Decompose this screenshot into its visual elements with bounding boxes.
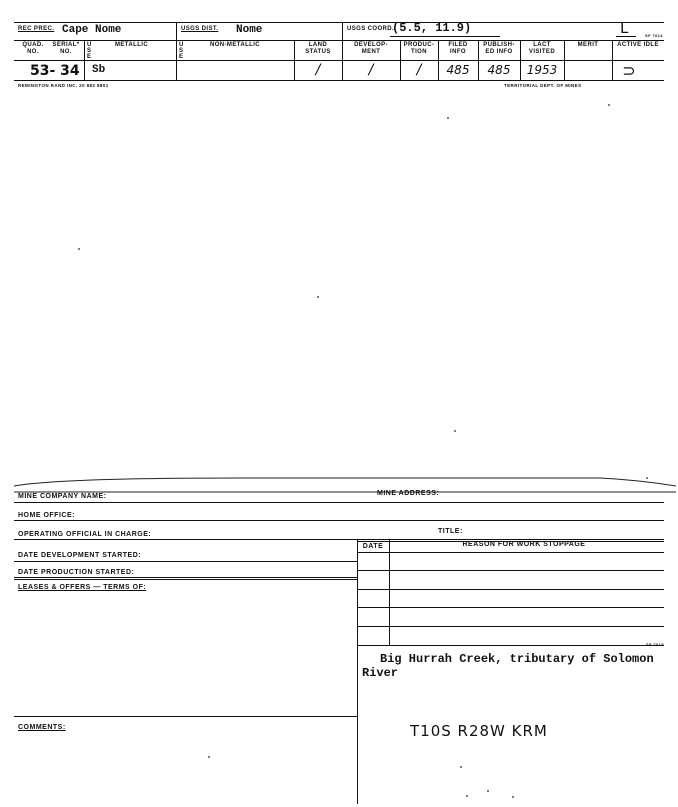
township-range-note: T10S R28W KRM [410,722,548,740]
location-line-2: River [362,666,399,680]
usgs-dist-label: USGS DIST. [181,26,219,32]
serial-no-header: SERIAL* NO. [52,42,80,55]
scan-speck [466,795,468,797]
rec-prec-value: Cape Nome [62,24,122,36]
title-label: TITLE: [438,528,463,535]
department-imprint: TERRITORIAL DEPT. OF MINES [504,83,582,88]
use-letters-metallic: U S E [87,42,92,60]
scan-speck [608,104,610,106]
scan-speck [460,766,462,768]
printer-imprint: REMINGTON RAND INC. 20 882 8801 [18,83,109,88]
operating-official-label: OPERATING OFFICIAL IN CHARGE: [18,531,152,538]
published-info-value: 485 [487,63,511,77]
metallic-value: Sb [92,64,106,76]
usgs-coord-value: (5.5, 11.9) [392,21,472,35]
scan-speck [78,248,80,250]
form-number-top: SF 7014 [645,33,663,38]
active-idle-header: ACTIVE IDLE [617,42,659,48]
production-header: PRODUC-TION [403,42,435,55]
land-status-value: / [315,62,321,78]
filed-info-header: FILED INFO [448,42,468,55]
home-office-label: HOME OFFICE: [18,512,75,519]
filed-info-value: 485 [446,63,470,77]
scan-speck [487,790,489,792]
corner-mark: L [620,19,629,37]
scan-speck [454,430,456,432]
last-visited-header: LACT VISITED [528,42,556,55]
date-column-header: DATE [362,543,384,550]
form-number-bottom: SF 7015 [646,642,664,647]
date-production-started-label: DATE PRODUCTION STARTED: [18,569,135,576]
production-value: / [416,62,422,78]
location-line-1: Big Hurrah Creek, tributary of Solomon [380,652,654,666]
usgs-dist-value: Nome [236,24,263,36]
leases-offers-label: LEASES & OFFERS — TERMS OF: [18,584,147,591]
mine-company-name-label: MINE COMPANY NAME: [18,493,107,500]
mine-address-label: MINE ADDRESS: [377,490,440,497]
published-info-header: PUBLISH-ED INFO [483,42,515,55]
quad-serial-value: 53- 34 [30,63,80,79]
last-visited-value: 1953 [526,63,558,77]
non-metallic-header: NON-METALLIC [210,42,261,48]
quad-no-header: QUAD. NO. [22,42,44,55]
merit-header: MERIT [577,42,599,48]
reason-column-header: REASON FOR WORK STOPPAGE [462,541,586,548]
usgs-coord-label: USGS COORD. [347,26,395,32]
scan-speck [512,796,514,798]
scan-speck [317,296,319,298]
date-development-started-label: DATE DEVELOPMENT STARTED: [18,552,142,559]
use-letters-nonmetallic: U S E [179,42,184,60]
comments-label: COMMENTS: [18,724,66,731]
scan-speck [447,117,449,119]
rec-prec-label: REC PREC. [18,26,55,32]
metallic-header: METALLIC [115,42,149,48]
active-idle-value: ⊃ [622,61,636,80]
land-status-header: LAND STATUS [305,42,331,55]
development-value: / [368,62,374,78]
development-header: DEVELOP-MENT [354,42,388,55]
scan-speck [208,756,210,758]
